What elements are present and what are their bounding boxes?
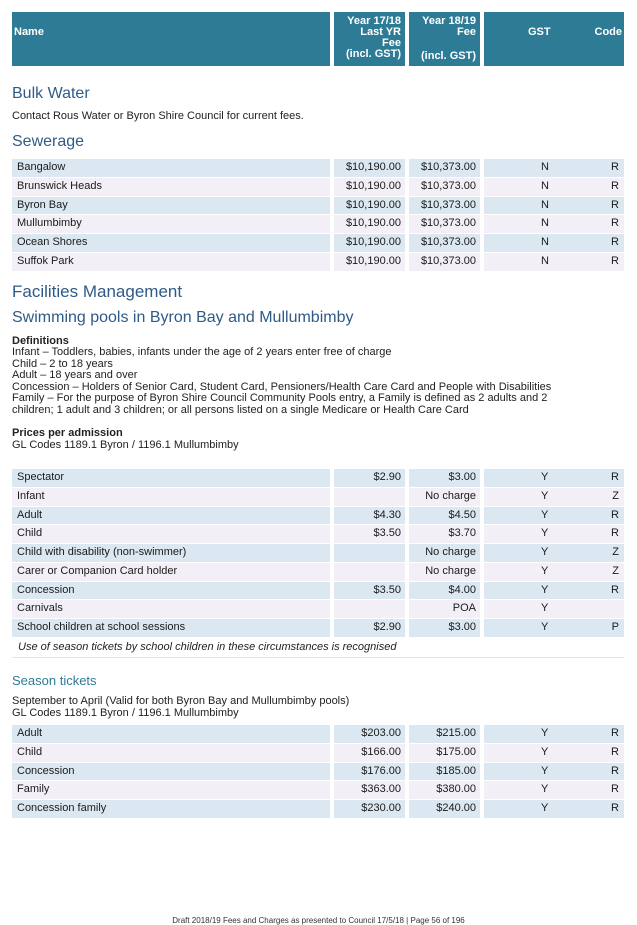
table-row [12,159,624,178]
row-code: R [611,471,619,483]
table-row [12,781,624,800]
row-code: R [611,217,619,230]
row-code: R [611,161,619,173]
row-fee-1819: No charge [409,544,480,562]
gl-codes: GL Codes 1189.1 Byron / 1196.1 Mullumbimby [12,439,239,451]
definition-line: Adult – 18 years and over [12,369,138,381]
row-name: Byron Bay [12,197,330,215]
row-name: Infant [12,488,330,506]
row-fee-1819: $240.00 [409,800,480,818]
row-fee-1819: $10,373.00 [409,234,480,252]
row-name: School children at school sessions [12,619,330,637]
table-row [12,525,624,544]
row-name: Child with disability (non-swimmer) [12,544,330,562]
row-name: Brunswick Heads [12,178,330,196]
row-gst: Y [541,602,549,615]
row-fee-1819: $175.00 [409,744,480,762]
table-row [12,178,624,197]
row-gst-code [484,582,624,600]
row-gst-code [484,600,624,618]
prices-label: Prices per admission [12,427,123,439]
definition-line: Infant – Toddlers, babies, infants under the age of 2 years enter free of charge [12,346,392,358]
row-gst-code [484,763,624,781]
row-gst-code [484,744,624,762]
row-fee-1718: $3.50 [334,525,405,543]
row-name: Mullumbimby [12,215,330,233]
row-name: Suffok Park [12,253,330,271]
row-gst-code [484,525,624,543]
row-gst-code [484,197,624,215]
row-gst-code [484,488,624,506]
table-row [12,215,624,234]
row-fee-1718 [334,544,405,562]
row-fee-1718 [334,600,405,618]
header-year-1819: Year 18/19 Fee (incl. GST) [409,12,480,66]
row-code: R [611,783,619,796]
row-name: Carnivals [12,600,330,618]
table-row [12,544,624,563]
row-fee-1819: $185.00 [409,763,480,781]
row-name: Bangalow [12,159,330,177]
row-name: Child [12,525,330,543]
row-gst-code [484,725,624,743]
table-row [12,763,624,782]
row-fee-1718: $10,190.00 [334,253,405,271]
sewerage-table [12,159,624,272]
section-title-season-tickets: Season tickets [12,673,97,688]
row-name: Adult [12,507,330,525]
row-code: R [611,764,619,777]
row-code: R [611,179,619,192]
row-fee-1819: $4.50 [409,507,480,525]
definition-line: Family – For the purpose of Byron Shire Council Community Pools entry, a Family is defined as 2 adults and 2 [12,392,548,404]
row-fee-1819: $215.00 [409,725,480,743]
header-code: Code [594,26,622,38]
row-gst-code [484,781,624,799]
definition-line: Child – 2 to 18 years [12,357,113,370]
season-text: September to April (Valid for both Byron Bay and Mullumbimby pools) [12,695,350,707]
row-gst: N [541,217,549,230]
table-row [12,234,624,253]
row-gst: Y [541,546,549,558]
row-gst: Y [541,727,549,739]
row-code: Z [612,546,619,558]
row-gst: Y [541,583,549,596]
row-code: R [611,745,619,758]
table-row [12,469,624,488]
row-fee-1718: $10,190.00 [334,178,405,196]
row-name: Child [12,744,330,762]
bulk-water-text: Contact Rous Water or Byron Shire Council for current fees. [12,110,304,122]
page-footer: Draft 2018/19 Fees and Charges as presented to Council 17/5/18 | Page 56 of 196 [172,916,465,925]
row-fee-1819: $3.70 [409,525,480,543]
section-subtitle-pools: Swimming pools in Byron Bay and Mullumbimby [12,309,354,326]
row-fee-1718: $3.50 [334,582,405,600]
row-fee-1718: $230.00 [334,800,405,818]
row-name: Carer or Companion Card holder [12,563,330,581]
header-name: Name [12,12,330,66]
row-fee-1819: $10,373.00 [409,159,480,177]
row-name: Ocean Shores [12,234,330,252]
header-year-1718: Year 17/18 Last YR Fee (incl. GST) [334,12,405,66]
table-row [12,197,624,216]
row-fee-1718: $4.30 [334,507,405,525]
row-gst: Y [541,471,549,483]
row-code: R [611,727,619,739]
row-code: R [611,802,619,814]
row-gst: N [541,161,549,173]
table-row [12,507,624,526]
row-fee-1718: $203.00 [334,725,405,743]
row-code: R [611,583,619,596]
season-tickets-table [12,725,624,819]
row-fee-1718: $2.90 [334,469,405,487]
table-row [12,800,624,819]
row-gst-code [484,507,624,525]
row-gst-code [484,234,624,252]
row-fee-1819: $3.00 [409,469,480,487]
row-fee-1718: $10,190.00 [334,234,405,252]
table-row [12,582,624,601]
row-gst: N [541,254,549,267]
row-fee-1718: $10,190.00 [334,159,405,177]
row-name: Concession family [12,800,330,818]
row-code: Z [612,564,619,577]
row-fee-1718: $2.90 [334,619,405,637]
table-row [12,619,624,638]
row-fee-1718 [334,488,405,506]
row-gst-code [484,253,624,271]
row-gst: Y [541,745,549,758]
row-name: Concession [12,763,330,781]
row-fee-1718: $363.00 [334,781,405,799]
row-code: R [611,508,619,521]
row-fee-1819: $10,373.00 [409,178,480,196]
table-row [12,725,624,744]
row-fee-1819: No charge [409,563,480,581]
section-title-facilities: Facilities Management [12,282,183,301]
row-code: P [611,621,619,633]
row-gst-code [484,178,624,196]
table-row [12,488,624,507]
row-fee-1819: $10,373.00 [409,215,480,233]
table-header [12,12,624,66]
row-gst: N [541,236,549,248]
row-fee-1718 [334,563,405,581]
header-gst-code [484,12,624,66]
row-fee-1819: $10,373.00 [409,197,480,215]
section-title-bulk-water: Bulk Water [12,85,90,102]
table-row [12,600,624,619]
table-row [12,744,624,763]
definition-line: Concession – Holders of Senior Card, Student Card, Pensioners/Health Care Card and People with Disabilities [12,380,552,393]
row-fee-1819: $10,373.00 [409,253,480,271]
row-fee-1718: $166.00 [334,744,405,762]
row-fee-1819: No charge [409,488,480,506]
row-fee-1819: $4.00 [409,582,480,600]
row-gst: Y [541,764,549,777]
row-fee-1718: $176.00 [334,763,405,781]
row-gst: Y [541,564,549,577]
row-code: R [611,198,619,211]
row-code: Z [612,489,619,502]
table-row [12,563,624,582]
row-fee-1819: POA [409,600,480,618]
row-fee-1819: $3.00 [409,619,480,637]
row-gst-code [484,800,624,818]
row-fee-1718: $10,190.00 [334,215,405,233]
row-fee-1718: $10,190.00 [334,197,405,215]
row-gst-code [484,215,624,233]
row-code: R [611,254,619,267]
row-name: Family [12,781,330,799]
row-gst: Y [541,783,549,796]
row-name: Concession [12,582,330,600]
divider [12,657,624,658]
row-name: Adult [12,725,330,743]
row-code: R [611,527,619,540]
pool-admission-table [12,469,624,638]
row-gst: Y [541,508,549,521]
row-gst-code [484,159,624,177]
row-gst: Y [541,527,549,540]
header-gst: GST [528,26,551,38]
definition-line: children; 1 adult and 3 children; or all persons listed on a single Medicare or Health Care Card [12,403,469,416]
row-fee-1819: $380.00 [409,781,480,799]
table-row [12,253,624,272]
row-gst: Y [541,489,549,502]
row-gst: N [541,198,549,211]
section-title-sewerage: Sewerage [12,133,85,150]
row-gst-code [484,563,624,581]
row-gst: N [541,179,549,192]
season-ticket-note: Use of season tickets by school children in these circumstances is recognised [18,641,397,653]
season-gl-codes: GL Codes 1189.1 Byron / 1196.1 Mullumbimby [12,707,239,719]
row-gst: Y [541,621,549,633]
row-name: Spectator [12,469,330,487]
definitions-label: Definitions [12,335,69,347]
row-gst: Y [541,802,549,814]
row-gst-code [484,469,624,487]
row-code: R [611,236,619,248]
row-gst-code [484,619,624,637]
row-gst-code [484,544,624,562]
